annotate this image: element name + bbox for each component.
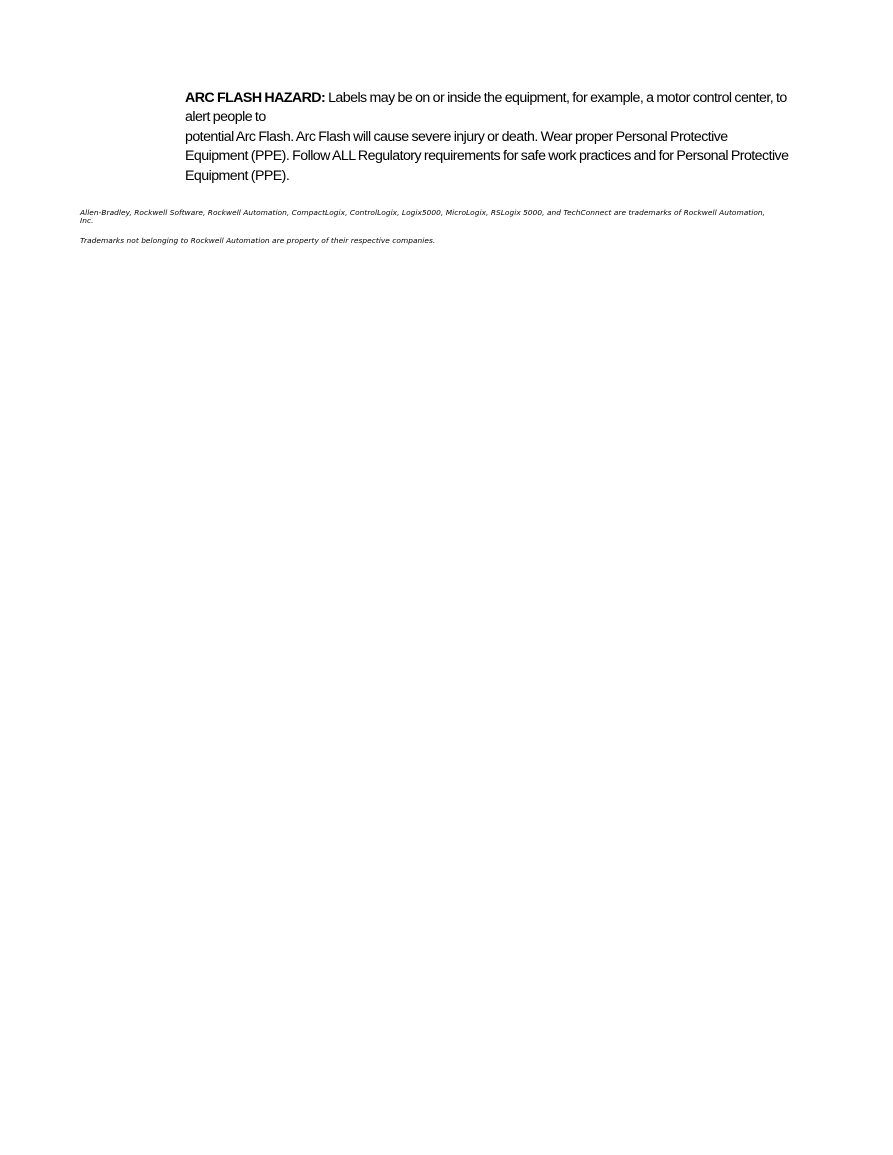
arc-flash-hazard-paragraph-2: potential Arc Flash. Arc Flash will cause severe injury or death. Wear proper Personal Protective Equipment (PPE). Follow ALL Regulatory requirements for safe work practices and for Personal Protective Equipment (PPE). (185, 128, 789, 184)
arc-flash-hazard-paragraph-1 (185, 89, 791, 128)
trademark-owned-text: Allen-Bradley, Rockwell Software, Rockwell Automation, CompactLogix, ControlLogix, Logix5000, MicroLogix, RSLogix 5000, and TechConnect are trademarks of Rockwell Automation, Inc. (80, 208, 766, 226)
trademark-others-text: Trademarks not belonging to Rockwell Automation are property of their respective companies. (80, 236, 436, 246)
trademark-notice (80, 209, 780, 246)
arc-flash-hazard-text-1: Labels may be on or inside the equipment, for example, a motor control center, to alert people to (185, 90, 787, 126)
arc-flash-hazard-notice (185, 89, 791, 186)
arc-flash-hazard-label: ARC FLASH HAZARD: (185, 90, 326, 106)
